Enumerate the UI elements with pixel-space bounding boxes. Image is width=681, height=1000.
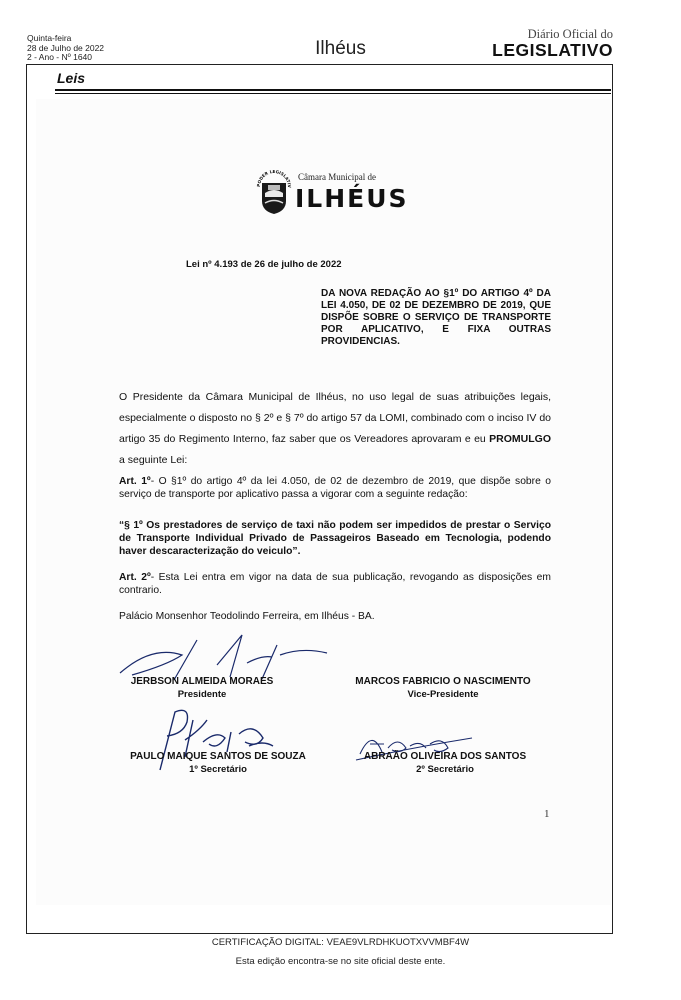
edition-date: 28 de Julho de 2022 xyxy=(27,42,105,53)
article-1 xyxy=(119,476,551,501)
signatory-role: 2º Secretário xyxy=(416,764,474,775)
amended-paragraph: “§ 1º Os prestadores de serviço de taxi não podem ser impedidos de prestar o Serviço de Transporte Individual Privado de Passageiros Baseado em Tecnologia, podendo haver descaracterização do veiculo”. xyxy=(119,520,551,557)
section-rule xyxy=(55,89,611,91)
brand-top: Diário Oficial do xyxy=(527,27,613,41)
section-rule-thin xyxy=(55,93,611,94)
article-2-label: Art. 2º xyxy=(119,572,151,583)
signatory-role: Presidente xyxy=(177,689,227,700)
section-title: Leis xyxy=(57,70,86,86)
chamber-crest-icon xyxy=(255,167,293,215)
preamble-end: a seguinte Lei: xyxy=(119,454,188,466)
article-2-text: - Esta Lei entra em vigor na data de sua publicação, revogando as disposições em contrario. xyxy=(119,572,551,596)
crest-ring-text: PODER LEGISLATIV xyxy=(255,168,293,188)
signatory-name: ABRAÃO OLIVEIRA DOS SANTOS xyxy=(363,751,527,762)
article-1-label: Art. 1º xyxy=(119,476,151,487)
chamber-name: Câmara Municipal de xyxy=(298,172,376,182)
page-number: 1 xyxy=(544,808,550,820)
header-city: Ilhéus xyxy=(315,38,366,59)
preamble-text: O Presidente da Câmara Municipal de Ilhéus, no uso legal de suas atribuições legais, especialmente o disposto no § 2º e § 7º do artigo 57 da LOMI, combinado com o inciso IV do artigo 35 do Regimento Interno, faz saber que os Vereadores aprovaram e eu xyxy=(119,391,552,445)
signatory-name: JERBSON ALMEIDA MORAES xyxy=(130,676,274,687)
signatory-role: 1º Secretário xyxy=(189,764,247,775)
law-summary: DA NOVA REDAÇÃO AO §1º DO ARTIGO 4º DA LEI 4.050, DE 02 DE DEZEMBRO DE 2019, QUE DISPÕE SOBRE O SERVIÇO DE TRANSPORTE POR APLICATIVO, E FIXA OUTRAS PROVIDENCIAS. xyxy=(321,288,551,347)
digital-certification: CERTIFICAÇÃO DIGITAL: VEAE9VLRDHKUOTXVVMBF4W xyxy=(211,937,470,948)
place-line: Palácio Monsenhor Teodolindo Ferreira, em Ilhéus - BA. xyxy=(119,611,375,622)
brand-main: LEGISLATIVO xyxy=(492,40,613,60)
edition-number: 2 - Ano - Nº 1640 xyxy=(27,52,93,62)
signatory-name: PAULO MAIQUE SANTOS DE SOUZA xyxy=(130,751,306,762)
signatory-role: Vice-Presidente xyxy=(407,689,479,700)
availability-note: Esta edição encontra-se no site oficial deste ente. xyxy=(235,956,446,967)
article-1-text: - O §1º do artigo 4º da lei 4.050, de 02 de dezembro de 2019, que dispõe sobre o serviço de transporte por aplicativo passa a vigorar com a seguinte redação: xyxy=(119,476,551,500)
law-title: Lei nº 4.193 de 26 de julho de 2022 xyxy=(186,259,342,270)
weekday: Quinta-feira xyxy=(27,33,72,43)
signature-president xyxy=(112,625,337,683)
preamble xyxy=(119,387,551,471)
promulgo: PROMULGO xyxy=(489,433,551,445)
scanned-document xyxy=(36,99,611,905)
chamber-city: ILHÉUS xyxy=(295,184,409,213)
article-2 xyxy=(119,571,551,597)
signatory-name: MARCOS FABRICIO O NASCIMENTO xyxy=(355,676,531,687)
gazette-brand xyxy=(492,28,613,59)
